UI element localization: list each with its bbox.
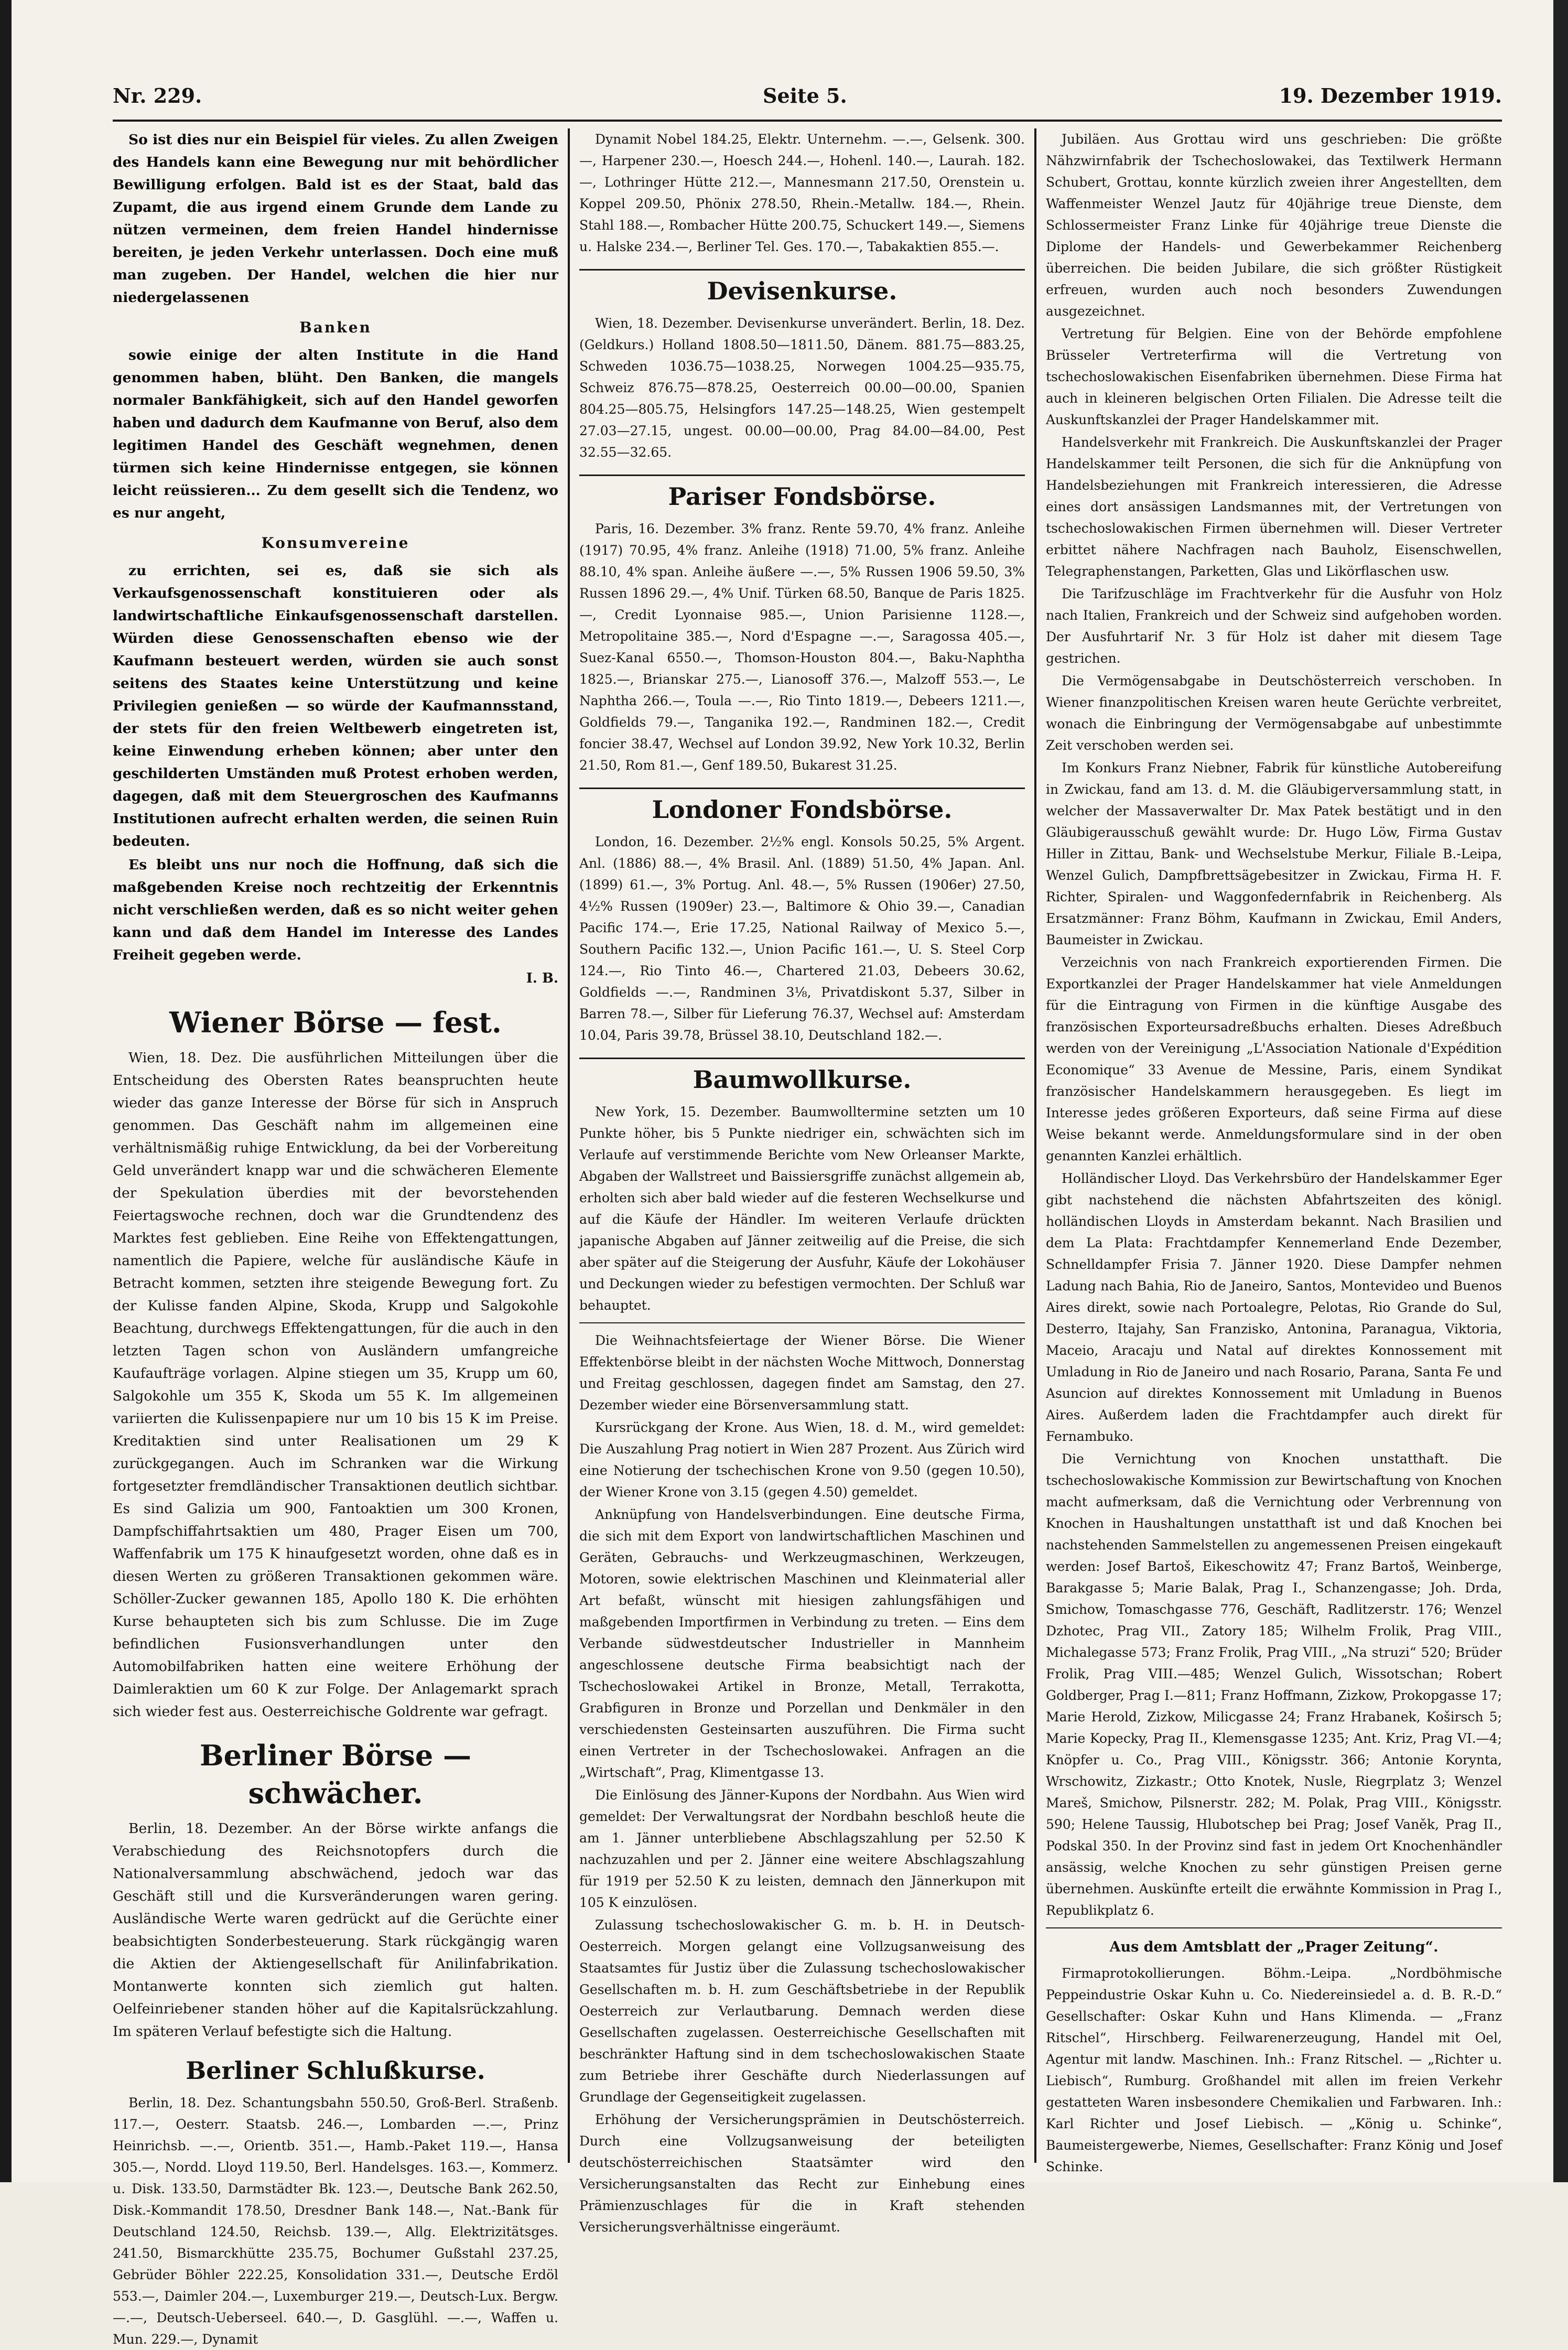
article-paragraph: Die Tarifzuschläge im Frachtverkehr für die Ausfuhr von Holz nach Italien, Frankreich und der Schweiz sind aufgehoben worden. Der Ausfuhrtarif Nr. 3 für Holz ist daher mit diesem Tage gestrichen. xyxy=(1046,586,1502,666)
scan-edge-right xyxy=(1553,0,1568,2182)
divider xyxy=(1046,1927,1502,1928)
article-paragraph: Die Einlösung des Jänner-Kupons der Nordbahn. Aus Wien wird gemeldet: Der Verwaltungsrat der Nordbahn beschloß heute die am 1. Jänner unterbliebene Abschlagszahlung per 52.50 K nachzuzahlen und per 2. Jänner eine weitere Abschlagszahlung für 1919 per 52.50 K zu leisten, demnach den Jännerkupon mit 105 K einzulösen. xyxy=(579,1787,1025,1910)
article-paragraph: Paris, 16. Dezember. 3% franz. Rente 59.70, 4% franz. Anleihe (1917) 70.95, 4% franz. Anleihe (1918) 71.00, 5% franz. Anleihe 88.10, 4% span. Anleihe äußere —.—, 5% Russen 1906 59.50, 3% Russen 1896 29.—, 4% Unif. Türken 68.50, Banque de Paris 1825.—, Credit Lyonnaise 985.—, Union Parisienne 1128.—, Metropolitaine 385.—, Nord d'Espagne —.—, Saragossa 405.—, Suez-Kanal 6550.—, Thomson-Houston 804.—, Baku-Naphtha 1825.—, Brianskar 275.—, Lianosoff 376.—, Malzoff 553.—, Le Naphtha 266.—, Toula —.—, Rio Tinto 1819.—, Debeers 1211.—, Goldfields 79.—, Tanganika 192.—, Randminen 182.—, Credit foncier 38.47, Wechsel auf London 39.92, New York 10.32, Berlin 21.50, Rom 81.—, Genf 189.50, Bukarest 31.25. xyxy=(579,521,1025,773)
headline-amtsblatt: Aus dem Amtsblatt der „Prager Zeitung“. xyxy=(1109,1939,1439,1955)
article-paragraph: Im Konkurs Franz Niebner, Fabrik für künstliche Autobereifung in Zwickau, fand am 13. d. M. die Gläubigerversammlung statt, in welcher der Massaverwalter Dr. Max Patek bestätigt und in den Gläubigerausschuß gewählt wurde: Dr. Hugo Löw, Firma Gustav Hiller in Zittau, Bank- und Wechselstube Merkur, Filiale B.-Leipa, Wenzel Gulich, Dampfbrettsägebesitzer in Zwickau, Firma H. F. Richter, Spiralen- und Waggonfedernfabrik in Reichenberg. Als Ersatzmänner: Franz Böhm, Kaufmann in Zwickau, Emil Anders, Baumeister in Zwickau. xyxy=(1046,760,1502,947)
article-paragraph: Erhöhung der Versicherungsprämien in Deutschösterreich. Durch eine Vollzugsanweisung der beteiligten deutschösterreichischen Staatsämter wird den Versicherungsanstalten das Recht zur Einhebung eines Prämienzuschlages für die in Kraft stehenden Versicherungsverhältnisse eingeräumt. xyxy=(579,2112,1025,2235)
article-paragraph: Berlin, 18. Dezember. An der Börse wirkte anfangs die Verabschiedung des Reichsnotopfers durch die Nationalversammlung abschwächend, jedoch war das Geschäft still und die Kursveränderungen waren gering. Ausländische Werte waren gedrückt auf die Gerüchte einer beabsichtigten Sonderbesteuerung. Stark rückgängig waren die Aktien der Aktiengesellschaft für Anilinfabrikation. Montanwerte konnten sich ziemlich gut halten. Oelfeinriebener standen höher auf die Kapitalsrückzahlung. Im späteren Verlauf befestigte sich die Haltung. xyxy=(113,1820,558,2040)
article-paragraph: Anknüpfung von Handelsverbindungen. Eine deutsche Firma, die sich mit dem Export von landwirtschaftlichen Maschinen und Geräten, Gebrauchs- und Werkzeugmaschinen, Werkzeugen, Motoren, sowie elektrischen Maschinen und Kleinmaterial aller Art befaßt, wünscht mit hiesigen zahlungsfähigen und maßgebenden Importfirmen in Verbindung zu treten. — Eins dem Verbande südwestdeutscher Industrieller in Mannheim angeschlossene deutsche Firma beabsichtigt nach der Tschechoslowakei Artikel in Bronze, Metall, Terrakotta, Grabfiguren in Bronze und Porzellan und Denkmäler in den verschiedensten Gesteinsarten auszuführen. Die Firma sucht einen Vertreter in der Tschechoslowakei. Anfragen an die „Wirtschaft“, Prag, Klimentgasse 13. xyxy=(579,1507,1025,1780)
article-paragraph: Die Vermögensabgabe in Deutschösterreich verschoben. In Wiener finanzpolitischen Kreisen waren heute Gerüchte verbreitet, wonach die Einbringung der Vermögensabgabe auf unbestimmte Zeit verschoben werden sei. xyxy=(1046,673,1502,753)
column-1 xyxy=(113,128,558,2347)
divider xyxy=(579,1322,1025,1323)
article-paragraph: So ist dies nur ein Beispiel für vieles. Zu allen Zweigen des Handels kann eine Bewegung nur mit behördlicher Bewilligung erfolgen. Bald ist es der Staat, bald das Zupamt, die aus irgend einem Grunde dem Lande zu nützen vermeinen, dem freien Handel hindernisse bereiten, je jeden Verkehr unterlassen. Doch eine muß man zugeben. Der Handel, welchen die hier nur niedergelassenen xyxy=(113,132,558,306)
author-signature: I. B. xyxy=(526,971,558,986)
article-paragraph: Die Weihnachtsfeiertage der Wiener Börse. Die Wiener Effektenbörse bleibt in der nächsten Woche Mittwoch, Donnerstag und Freitag geschlossen, dagegen findet am Samstag, den 27. Dezember wieder eine Börsenversammlung statt. xyxy=(579,1333,1025,1413)
column-rule-2 xyxy=(1034,128,1036,2163)
article-paragraph: New York, 15. Dezember. Baumwolltermine setzten um 10 Punkte höher, bis 5 Punkte niedriger ein, schwächten sich im Verlaufe auf verstimmende Berichte vom New Orleanser Markte, Abgaben der Wallstreet und Baissiersgriffe zunächst allgemein ab, erholten sich aber bald wieder auf die festeren Wechselkurse und auf die Käufe der Händler. Im weiteren Verlaufe drückten japanische Abgaben auf Jänner zeitweilig auf die Preise, die sich aber später auf die Steigerung der Ausfuhr, Käufe der Lokohäuser und Deckungen wieder zu befestigen vermochten. Der Schluß war behauptet. xyxy=(579,1104,1025,1313)
scan-edge-left xyxy=(0,0,12,2182)
article-paragraph: Wien, 18. Dezember. Devisenkurse unverändert. Berlin, 18. Dez. (Geldkurs.) Holland 1808.50—1811.50, Dänem. 881.75—883.25, Schweden 1036.75—1038.25, Norwegen 1004.25—935.75, Schweiz 876.75—878.25, Oesterreich 00.00—00.00, Spanien 804.25—805.75, Helsingfors 147.25—148.25, Wien gestempelt 27.03—27.15, ungest. 00.00—00.00, Prag 84.00—84.00, Pest 32.55—32.65. xyxy=(579,316,1025,460)
article-paragraph: Dynamit Nobel 184.25, Elektr. Unternehm. —.—, Gelsenk. 300.—, Harpener 230.—, Hoesch 244.—, Hohenl. 140.—, Laurah. 182.—, Lothringer Hütte 212.—, Mannesmann 217.50, Orenstein u. Koppel 209.50, Phönix 278.50, Rhein.-Metallw. 184.—, Rhein. Stahl 188.—, Rombacher Hütte 200.75, Schuckert 149.—, Siemens u. Halske 234.—, Berliner Tel. Ges. 170.—, Tabakaktien 855.—. xyxy=(579,132,1025,254)
article-paragraph: Vertretung für Belgien. Eine von der Behörde empfohlene Brüsseler Vertreterfirma will die Vertretung von tschechoslowakischen Eisenfabriken übernehmen. Diese Firma hat auch in kleineren belgischen Orten Filialen. Die Adresse teilt die Auskunftskanzlei der Prager Handelskammer mit. xyxy=(1046,326,1502,427)
article-paragraph: Kursrückgang der Krone. Aus Wien, 18. d. M., wird gemeldet: Die Auszahlung Prag notiert in Wien 287 Prozent. Aus Zürich wird eine Notierung der tschechischen Krone von 9.50 (gegen 10.50), der Wiener Krone von 3.15 (gegen 4.50) gemeldet. xyxy=(579,1420,1025,1500)
header-rule xyxy=(113,120,1502,122)
article-paragraph: sowie einige der alten Institute in die Hand genommen haben, blüht. Den Banken, die mangels normaler Bankfähigkeit, sich auf den Handel geworfen haben und dadurch dem Kaufmanne von Beruf, also dem legitimen Handel des Geschäft wegnehmen, denen türmen sich keine Hindernisse entgegen, sie können leicht reüssieren... Zu dem gesellt sich die Tendenz, wo es nur angeht, xyxy=(113,347,558,521)
page-header xyxy=(113,79,1502,115)
headline-baumwollkurse: Baumwollkurse. xyxy=(579,1058,1025,1096)
article-paragraph: Die Vernichtung von Knochen unstatthaft. Die tschechoslowakische Kommission zur Bewirtschaftung von Knochen macht aufmerksam, daß die Vernichtung oder Verbrennung von Knochen in Haushaltungen unstatthaft ist und daß Knochen bei nachstehenden Sammelstellen zu angemessenen Preisen eingekauft werden: Josef Bartoš, Eikeschowitz 47; Franz Bartoš, Weinberge, Barakgasse 5; Marie Balak, Prag I., Schanzengasse; Joh. Drda, Smichow, Tomaschgasse 776, Geschäft, Radlitzerstr. 176; Wenzel Dzhotec, Prag VII., Zatory 185; Wilhelm Frolik, Prag VIII., Michalegasse 573; Franz Frolik, Prag VIII., „Na struzi“ 520; Brüder Frolik, Prag VIII.—485; Wenzel Gulich, Wissotschan; Robert Goldberger, Prag I.—811; Franz Hoffmann, Zizkow, Prokopgasse 17; Marie Herold, Zizkow, Milicgasse 24; Franz Hrabanek, Koširsch 5; Marie Kopecky, Prag II., Klemensgasse 1235; Ant. Kriz, Prag VI.—4; Knöpfer u. Co., Prag VIII., Königsstr. 366; Antonie Korynta, Wrschowitz, Zizkastr.; Otto Knotek, Nusle, Riegrplatz 3; Wenzel Mareš, Smichow, Pilsnerstr. 282; M. Polak, Prag VIII., Königsstr. 590; Helene Taussig, Hlubotschep bei Prag; Josef Vaněk, Prag II., Podskal 350. In der Provinz sind fast in jedem Ort Knochenhändler ansässig, welche Knochen zu sehr günstigen Preisen gerne übernehmen. Auskünfte erteilt die erwähnte Kommission in Prag I., Republikplatz 6. xyxy=(1046,1451,1502,1918)
issue-number: Nr. 229. xyxy=(113,84,202,107)
article-paragraph: Es bleibt uns nur noch die Hoffnung, daß sich die maßgebenden Kreise noch rechtzeitig der Erkenntnis nicht verschließen werden, daß es so nicht weiter gehen kann und daß dem Handel im Interesse des Landes Freiheit gegeben werde. xyxy=(113,857,558,963)
column-2 xyxy=(579,128,1025,2235)
section-heading-banken: Banken xyxy=(299,319,372,336)
article-paragraph: Zulassung tschechoslowakischer G. m. b. H. in Deutsch-Oesterreich. Morgen gelangt eine Vollzugsanweisung des Staatsamtes für Justiz über die Zulassung tschechoslowakischer Gesellschaften m. b. H. zum Geschäftsbetriebe in der Republik Oesterreich zur Verlautbarung. Demnach werden diese Gesellschaften zugelassen. Oesterreichische Gesellschaften mit beschränkter Haftung sind in dem tschechoslowakischen Staate zum Betriebe ihrer Geschäfte durch Niederlassungen auf Grundlage der Gegenseitigkeit zugelassen. xyxy=(579,1917,1025,2105)
article-paragraph: London, 16. Dezember. 2½% engl. Konsols 50.25, 5% Argent. Anl. (1886) 88.—, 4% Brasil. Anl. (1889) 51.50, 4% Japan. Anl. (1899) 61.—, 3% Portug. Anl. 48.—, 5% Russen (1906er) 27.50, 4½% Russen (1909er) 23.—, Baltimore & Ohio 39.—, Canadian Pacific 174.—, Erie 17.25, National Railway of Mexico 5.—, Southern Pacific 132.—, Union Pacific 161.—, U. S. Steel Corp 124.—, Rio Tinto 46.—, Chartered 21.03, Debeers 30.62, Goldfields —.—, Randminen 3⅛, Privatdiskont 5.37, Silber in Barren 78.—, Silber für Lieferung 76.37, Wechsel auf: Amsterdam 10.04, Paris 39.78, Brüssel 38.10, Deutschland 182.—. xyxy=(579,834,1025,1043)
article-paragraph: Jubiläen. Aus Grottau wird uns geschrieben: Die größte Nähzwirnfabrik der Tschechoslowakei, das Textilwerk Hermann Schubert, Grottau, konnte kürzlich zweien ihrer Angestellten, dem Waffenmeister Wenzel Jautz für 40jährige treue Dienste, dem Schlossermeister Franz Linke für 40jährige treue Dienste die Diplome der Handels- und Gewerbekammer Reichenberg überreichen. Die beiden Jubilare, die sich größter Rüstigkeit erfreuen, wurden auch noch besonders Zuwendungen ausgezeichnet. xyxy=(1046,132,1502,319)
issue-date: 19. Dezember 1919. xyxy=(1279,84,1502,107)
headline-pariser-fondsboerse: Pariser Fondsbörse. xyxy=(579,475,1025,513)
page-number: Seite 5. xyxy=(763,84,847,107)
article-paragraph: Holländischer Lloyd. Das Verkehrsbüro der Handelskammer Eger gibt nachstehend die nächsten Abfahrtszeiten des königl. holländischen Lloyds in Amsterdam bekannt. Nach Brasilien und dem La Plata: Frachtdampfer Kennemerland Ende Dezember, Schnelldampfer Frisia 7. Jänner 1920. Diese Dampfer nehmen Ladung nach Bahia, Rio de Janeiro, Santos, Montevideo und Buenos Aires direkt, sowie nach Portoalegre, Pelotas, Rio Grande do Sul, Desterro, Itajahy, San Franzisko, Antonina, Paranagua, Viktoria, Maceio, Aracaju und Natal auf direktes Konnossement mit Umladung in Rio de Janeiro und nach Rosario, Parana, Santa Fe und Asuncion auf direktes Konnossement mit Umladung in Buenos Aires. Außerdem laden die Frachtdampfer auch direkt für Fernambuko. xyxy=(1046,1171,1502,1444)
section-heading-konsumvereine: Konsumvereine xyxy=(261,534,410,552)
column-rule-1 xyxy=(568,128,570,2163)
column-3 xyxy=(1046,128,1502,2174)
article-paragraph: Berlin, 18. Dez. Schantungsbahn 550.50, Groß-Berl. Straßenb. 117.—, Oesterr. Staatsb. 246.—, Lombarden —.—, Prinz Heinrichsb. —.—, Orientb. 351.—, Hamb.-Paket 119.—, Hansa 305.—, Nordd. Lloyd 119.50, Berl. Handelsges. 163.—, Kommerz. u. Disk. 133.50, Darmstädter Bk. 123.—, Deutsche Bank 262.50, Disk.-Kommandit 178.50, Dresdner Bank 148.—, Nat.-Bank für Deutschland 124.50, Reichsb. 139.—, Allg. Elektrizitätsges. 241.50, Bismarckhütte 235.75, Bochumer Gußstahl 237.25, Gebrüder Böhler 222.25, Konsolidation 331.—, Deutsche Erdöl 553.—, Daimler 204.—, Luxemburger 219.—, Deutsch-Lux. Bergw. —.—, Deutsch-Ueberseel. 640.—, D. Gasglühl. —.—, Waffen u. Mun. 229.—, Dynamit xyxy=(113,2095,558,2347)
article-paragraph: zu errichten, sei es, daß sie sich als Verkaufsgenossenschaft konstituieren oder als landwirtschaftliche Einkaufsgenossenschaft darstellen. Würden diese Genossenschaften ebenso wie der Kaufmann besteuert werden, würden sie auch sonst seitens des Staates keine Unterstützung und keine Privilegien genießen — so würde der Kaufmannsstand, der stets für den freien Weltbewerb eingetreten ist, keine Einwendung erheben können; aber unter den geschilderten Umständen muß Protest erhoben werden, dagegen, daß mit dem Steuergroschen des Kaufmanns Institutionen aufrecht erhalten werden, die seinen Ruin bedeuten. xyxy=(113,563,558,849)
headline-londoner-fondsboerse: Londoner Fondsbörse. xyxy=(579,788,1025,826)
headline-wiener-boerse: Wiener Börse — fest. xyxy=(169,1006,502,1039)
headline-berliner-schlusskurse: Berliner Schlußkurse. xyxy=(186,2056,485,2085)
headline-berliner-boerse: Berliner Börse — schwächer. xyxy=(199,1739,471,1810)
article-paragraph: Firmaprotokollierungen. Böhm.-Leipa. „Nordböhmische Peppeindustrie Oskar Kuhn u. Co. Niedereinsiedel a. d. B. R.-D.“ Gesellschafter: Oskar Kuhn und Hans Klimenda. — „Franz Ritschel“, Hirschberg. Feilwarenerzeugung, Handel mit Oel, Agentur mit landw. Maschinen. Inh.: Franz Ritschel. — „Richter u. Liebisch“, Rumburg. Großhandel mit allen im freien Verkehr gestatteten Waren insbesondere Chemikalien und Farbwaren. Inh.: Karl Richter und Josef Liebisch. — „König u. Schinke“, Baumeistergewerbe, Niemes, Gesellschafter: Franz König und Josef Schinke. xyxy=(1046,1966,1502,2174)
article-paragraph: Verzeichnis von nach Frankreich exportierenden Firmen. Die Exportkanzlei der Prager Handelskammer hat viele Anmeldungen für die Eintragung von Firmen in die künftige Ausgabe des französischen Exporteursadreßbuchs erhalten. Dieses Adreßbuch werden von der Vereinigung „L'Association Nationale d'Expédition Economique“ 33 Avenue de Messine, Paris, einem Syndikat französischer Handelskammern herausgegeben. Es liegt im Interesse jedes größeren Exporteurs, daß seine Firma auf diese Weise bekannt werde. Anmeldungsformulare sind in der oben genannten Kanzlei erhältlich. xyxy=(1046,955,1502,1163)
headline-devisenkurse: Devisenkurse. xyxy=(579,269,1025,307)
article-paragraph: Wien, 18. Dez. Die ausführlichen Mitteilungen über die Entscheidung des Obersten Rates beanspruchten heute wieder das ganze Interesse der Börse für sich in Anspruch genommen. Das Geschäft nahm im allgemeinen eine verhältnismäßig ruhige Entwicklung, da bei der Vorbereitung Geld unverändert knapp war und die schwächeren Elemente der Spekulation überdies mit der bevorstehenden Feiertagswoche rechnen, doch war die Grundtendenz des Marktes fest geblieben. Eine Reihe von Effektengattungen, namentlich die Papiere, welche für ausländische Käufe in Betracht kommen, setzten ihre steigende Bewegung fort. Zu der Kulisse fanden Alpine, Skoda, Krupp und Salgokohle Beachtung, durchwegs Effektengattungen, für die auch in den letzten Tagen schon von Ausländern umfangreiche Kaufaufträge vorlagen. Alpine stiegen um 35, Krupp um 60, Salgokohle um 355 K, Skoda um 55 K. Im allgemeinen variierten die Kulissenpapiere nur um 10 bis 15 K im Preise. Kreditaktien sind unter Realisationen um 29 K zurückgegangen. Auch im Schranken war die Wirkung fortgesetzter fremdländischer Transaktionen deutlich sichtbar. Es sind Galizia um 900, Fantoaktien um 300 Kronen, Dampfschiffahrtsaktien um 480, Prager Eisen um 700, Waffenfabrik um 175 K hinaufgesetzt worden, ohne daß es in diesen Werten zu größeren Transaktionen gekommen wäre. Schöller-Zucker gewannen 185, Apollo 180 K. Die erhöhten Kurse behaupteten sich bis zum Schlusse. Die im Zuge befindlichen Fusionsverhandlungen unter den Automobilfabriken hatten eine weitere Erhöhung der Daimleraktien um 60 K zur Folge. Der Anlagemarkt sprach sich wieder fest aus. Oesterreichische Goldrente war gefragt. xyxy=(113,1050,558,1720)
article-paragraph: Handelsverkehr mit Frankreich. Die Auskunftskanzlei der Prager Handelskammer teilt Personen, die sich für die Anknüpfung von Handelsbeziehungen mit Frankreich interessieren, die Adresse eines dort ansässigen Landsmannes mit, der Vertretungen von tschechoslowakischen Firmen übernehmen will. Dieser Vertreter erbittet nähere Nachfragen nach Bauholz, Eisenschwellen, Telegraphenstangen, Parketten, Glas und Likörflaschen usw. xyxy=(1046,435,1502,579)
